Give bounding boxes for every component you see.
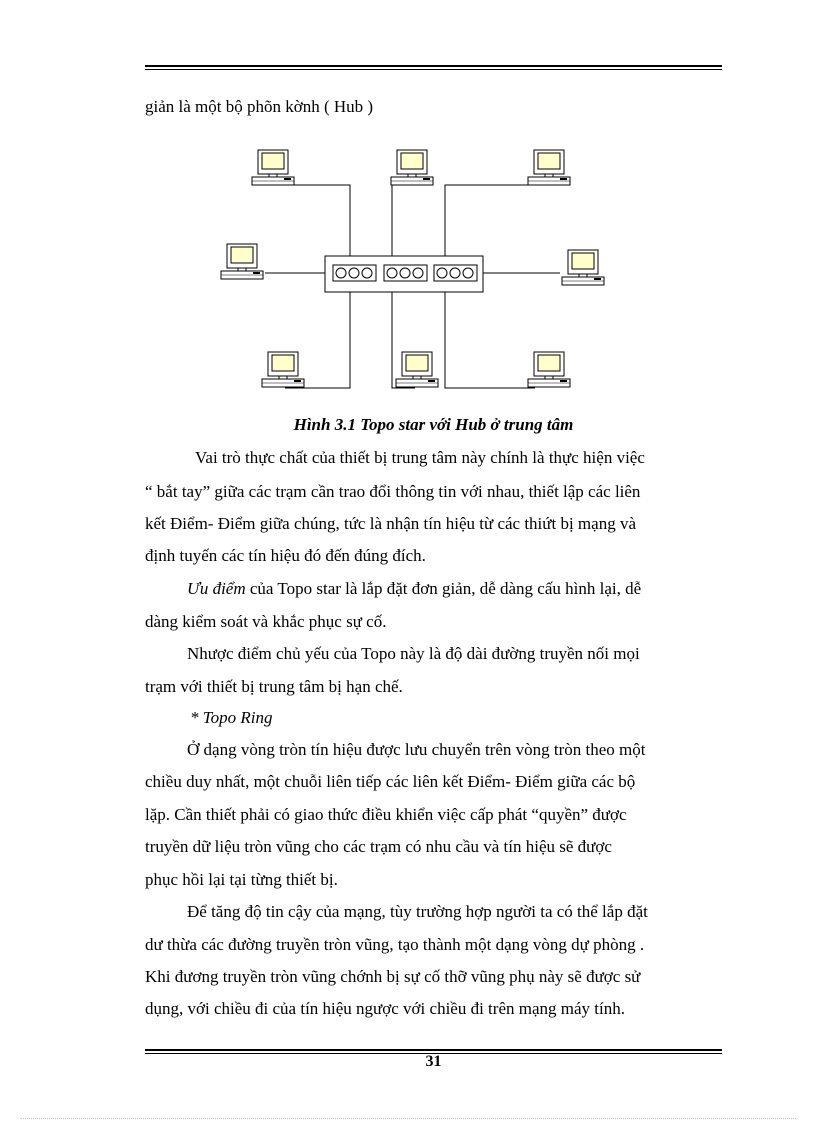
advantage-term: Ưu điểm <box>187 579 246 598</box>
intro-line: giản là một bộ phõn kờnh ( Hub ) <box>145 97 374 116</box>
computer-icon <box>221 244 263 279</box>
body-line: truyền dữ liệu tròn vũng cho các trạm có nhu cầu và tín hiệu sẽ được <box>145 837 612 856</box>
computer-icon <box>396 352 438 387</box>
section-heading: * Topo Ring <box>190 708 273 727</box>
body-line: lặp. Cần thiết phải có giao thức điều khiển việc cấp phát “quyền” được <box>145 805 627 824</box>
computer-icon <box>562 250 604 285</box>
body-line: dàng kiểm soát và khắc phục sự cố. <box>145 612 387 631</box>
body-line: chiều duy nhất, một chuỗi liên tiếp các liên kết Điểm- Điểm giữa các bộ <box>145 772 636 791</box>
body-line: Ở dạng vòng tròn tín hiệu được lưu chuyển trên vòng tròn theo một <box>187 740 646 759</box>
page-edge-dotted-line <box>20 1118 796 1119</box>
body-line: Để tăng độ tin cậy của mạng, tùy trường hợp người ta có thể lắp đặt <box>187 902 648 921</box>
body-line: Vai trò thực chất của thiết bị trung tâm này chính là thực hiện việc <box>195 448 645 467</box>
computer-icon <box>391 150 433 185</box>
body-line: định tuyến các tín hiệu đó đến đúng đích. <box>145 546 426 565</box>
body-line: dụng, với chiều đi của tín hiệu ngược với chiều đi trên mạng máy tính. <box>145 999 625 1018</box>
page-number: 31 <box>425 1053 442 1070</box>
body-line: phục hồi lại tại từng thiết bị. <box>145 870 338 889</box>
star-topology-figure <box>0 0 816 410</box>
body-line: Nhược điểm chủ yếu của Topo này là độ dài đường truyền nối mọi <box>187 644 640 663</box>
hub-device <box>325 256 483 292</box>
body-line: “ bắt tay” giữa các trạm cần trao đổi thông tin với nhau, thiết lập các liên <box>145 482 641 501</box>
computer-icon <box>528 352 570 387</box>
computer-icon <box>528 150 570 185</box>
body-line: Khi đương truyền tròn vũng chớnh bị sự cố thỡ vũng phụ này sẽ được sử <box>145 967 641 986</box>
figure-caption: Hình 3.1 Topo star với Hub ở trung tâm <box>293 415 574 434</box>
computer-icon <box>262 352 304 387</box>
body-line: Ưu điểm của Topo star là lắp đặt đơn giản, dễ dàng cấu hình lại, dễ <box>187 579 642 598</box>
body-line: kết Điểm- Điểm giữa chúng, tức là nhận tín hiệu từ các thiứt bị mạng và <box>145 514 636 533</box>
body-line: dư thừa các đường truyền tròn vũng, tạo thành một dạng vòng dự phòng . <box>145 935 645 954</box>
computer-icon <box>252 150 294 185</box>
body-line: trạm với thiết bị trung tâm bị hạn chế. <box>145 677 403 696</box>
